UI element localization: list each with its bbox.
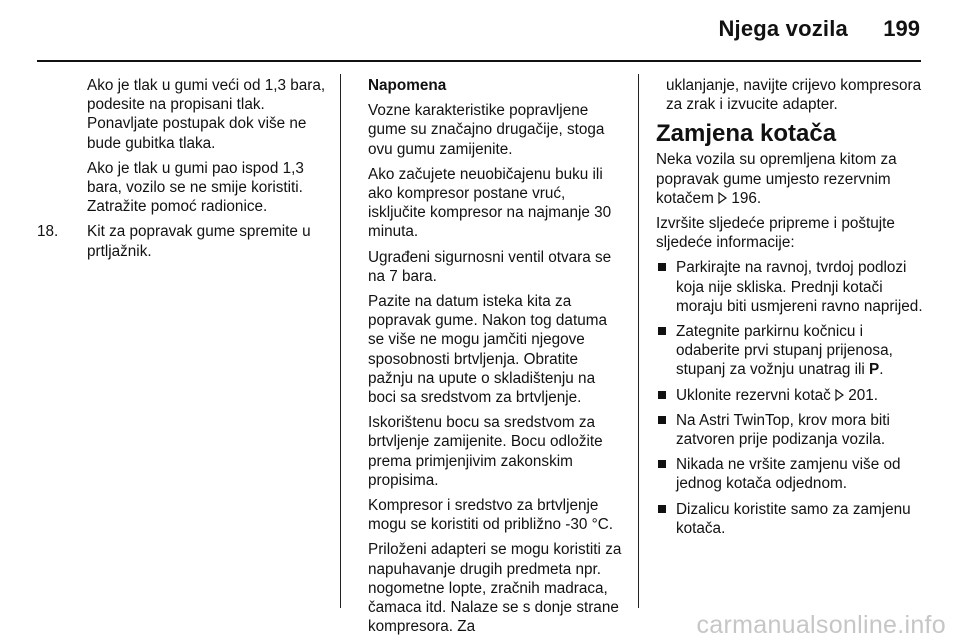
step-number: 18. <box>37 223 59 241</box>
list-item: Dizalicu koristite samo za zamjenu kotača. <box>656 500 924 538</box>
continued-paragraph: uklanjanje, navijte crijevo kompresora za zrak i izvucite adapter. <box>666 77 922 114</box>
header-divider <box>37 60 921 62</box>
step-18 <box>37 222 329 260</box>
square-bullet-icon <box>658 327 666 335</box>
intro-paragraph: Neka vozila su opremljena kitom za popravak gume umjesto rezervnim kotačem 196. <box>656 151 897 207</box>
triangle-arrow-icon <box>835 389 844 401</box>
chapter-title: Njega vozila <box>718 16 848 41</box>
note-paragraph: Ugrađeni sigurnosni ventil otvara se na 7 bara. <box>368 248 612 285</box>
note-paragraph: Iskorištenu bocu sa sredstvom za brtvljenje zamijenite. Bocu odložite prema primjenjivim zakonskim propisima. <box>368 414 603 489</box>
list-item: Parkirajte na ravnoj, tvrdoj podlozi koja nije skliska. Prednji kotači moraju biti usmjereni ravno naprijed. <box>656 258 924 316</box>
note-paragraph: Kompresor i sredstvo za brtvljenje mogu se koristiti od približno -30 °C. <box>368 497 614 534</box>
list-item: Uklonite rezervni kotač 201. <box>656 386 924 405</box>
section-heading: Zamjena kotača <box>656 120 837 148</box>
list-item: Zategnite parkirnu kočnicu i odaberite prvi stupanj prijenosa, stupanj za vožnju unatrag ili P. <box>656 322 924 380</box>
page-reference[interactable]: 196. <box>731 189 762 207</box>
page-reference[interactable]: 201. <box>848 386 879 404</box>
watermark: carmanualsonline.info <box>696 611 946 639</box>
note-paragraph: Pazite na datum isteka kita za popravak gume. Nakon tog datuma se više ne mogu jamčiti njegove sposobnosti brtvljenja. Obratite pažnju na upute o skladištenju na boci sa sredstvom za brtvljenje. <box>368 293 607 407</box>
paragraph: Ako je tlak u gumi veći od 1,3 bara, podesite na propisani tlak. Ponavljate postupak dok više ne bude gubitka tlaka. <box>87 77 326 152</box>
page-number: 199 <box>883 16 920 41</box>
step-text: Kit za popravak gume spremite u prtljažnik. <box>87 223 311 260</box>
column-1 <box>37 76 329 261</box>
list-item: Nikada ne vršite zamjenu više od jednog kotača odjednom. <box>656 455 924 493</box>
note-paragraph: Vozne karakteristike popravljene gume su značajno drugačije, stoga ovu gumu zamijenite. <box>368 102 605 158</box>
column-2 <box>368 76 626 642</box>
square-bullet-icon <box>658 505 666 513</box>
note-paragraph: Ako začujete neuobičajenu buku ili ako kompresor postane vruć, isključite kompresor na najmanje 30 minuta. <box>368 165 612 241</box>
note-paragraph: Priloženi adapteri se mogu koristiti za napuhavanje drugih predmeta npr. nogometne lopte, zračnih madraca, čamaca itd. Nalaze se s donje strane kompresora. Za <box>368 541 622 636</box>
column-divider-2 <box>638 74 639 608</box>
square-bullet-icon <box>658 391 666 399</box>
note-heading: Napomena <box>368 77 447 94</box>
square-bullet-icon <box>658 416 666 424</box>
column-3 <box>656 76 924 544</box>
prep-paragraph: Izvršite sljedeće pripreme i poštujte sljedeće informacije: <box>656 215 895 252</box>
square-bullet-icon <box>658 460 666 468</box>
triangle-arrow-icon <box>718 192 727 204</box>
column-divider-1 <box>340 74 341 608</box>
page-header <box>0 0 960 60</box>
list-item: Na Astri TwinTop, krov mora biti zatvoren prije podizanja vozila. <box>656 411 924 449</box>
square-bullet-icon <box>658 263 666 271</box>
paragraph: Ako je tlak u gumi pao ispod 1,3 bara, vozilo se ne smije koristiti. Zatražite pomoć radionice. <box>87 159 304 216</box>
